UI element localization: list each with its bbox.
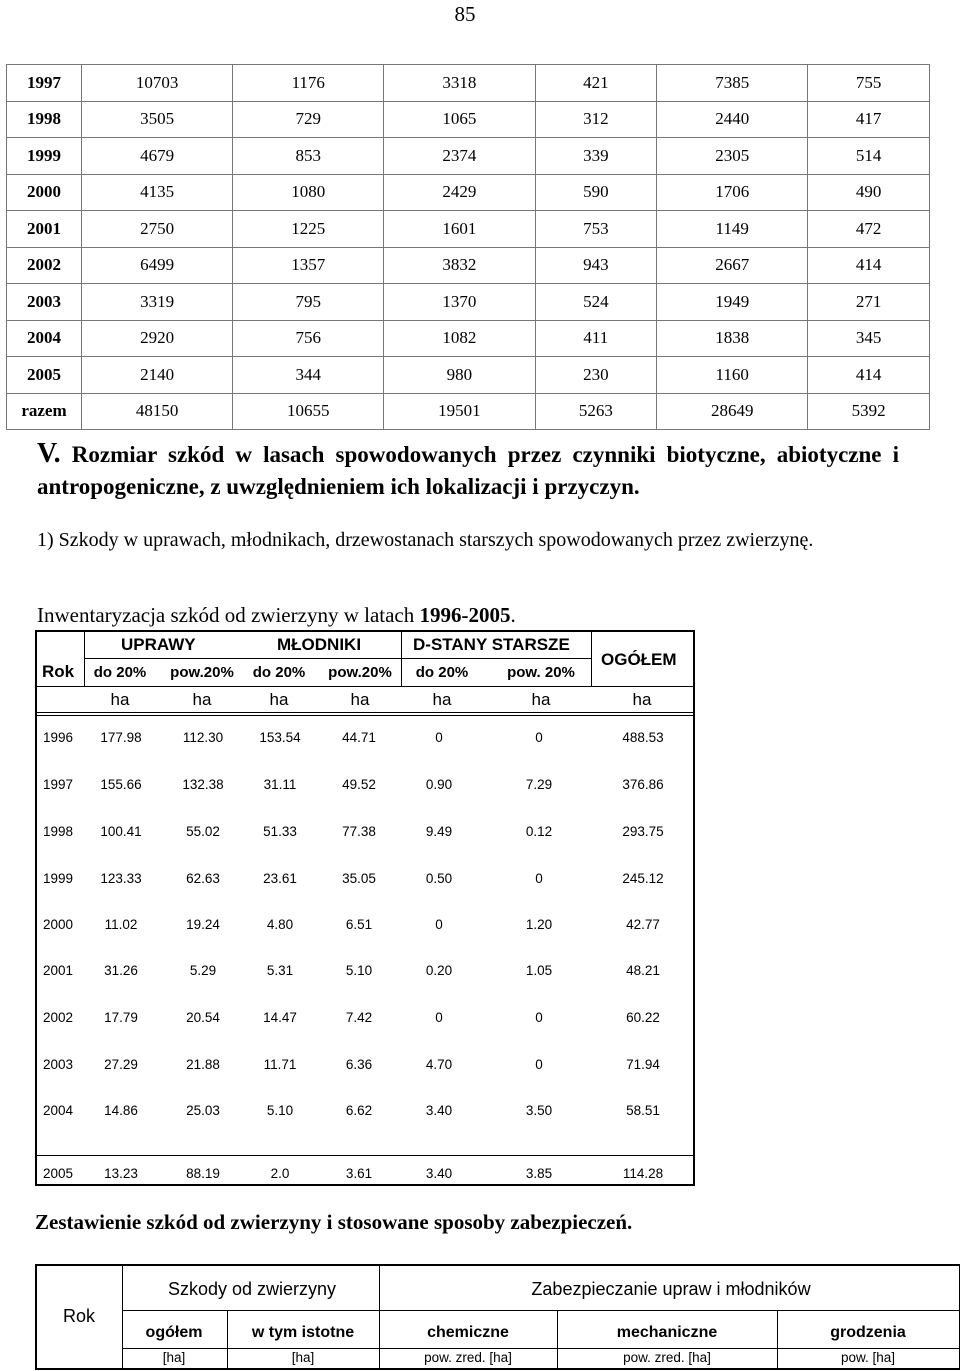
cell-value: 417: [808, 101, 930, 138]
cell-value: 28649: [657, 393, 808, 430]
cell-value: 3.40: [425, 1166, 453, 1181]
cell-value: 6.51: [345, 917, 373, 932]
cell-value: 177.98: [100, 730, 142, 745]
cell-value: 293.75: [622, 824, 664, 839]
table-row: [37, 1057, 693, 1077]
cell-value: 58.51: [626, 1103, 660, 1118]
table-row: [7, 247, 930, 284]
cell-value: 0: [535, 1010, 543, 1025]
cell-value: 2374: [384, 138, 535, 175]
unit-label: ha: [110, 690, 130, 709]
cell-value: 1706: [657, 174, 808, 211]
cell-value: 755: [808, 65, 930, 102]
table-row: [37, 730, 693, 750]
unit-label: ha: [350, 690, 370, 709]
unit-label: ha: [531, 690, 551, 709]
column-unit: [ha]: [162, 1350, 186, 1365]
cell-value: 245.12: [622, 871, 664, 886]
cell-value: 729: [233, 101, 384, 138]
cell-value: 5392: [808, 393, 930, 430]
column-unit: [ha]: [291, 1350, 315, 1365]
table-row: [37, 871, 693, 891]
row-year: 1996: [43, 730, 74, 745]
cell-value: 0.50: [425, 871, 453, 886]
cell-value: 1149: [657, 211, 808, 248]
row-year: razem: [7, 393, 82, 430]
cell-value: 3.50: [525, 1103, 553, 1118]
column-header: grodzenia: [830, 1324, 906, 1341]
cell-value: 414: [808, 247, 930, 284]
cell-value: 71.94: [626, 1057, 660, 1072]
table-row: [37, 917, 693, 937]
cell-value: 853: [233, 138, 384, 175]
table-row: [7, 284, 930, 321]
cell-value: 0: [535, 871, 543, 886]
cell-value: 0: [435, 917, 443, 932]
cell-value: 153.54: [259, 730, 301, 745]
cell-value: 312: [535, 101, 657, 138]
cell-value: 2667: [657, 247, 808, 284]
cell-value: 1065: [384, 101, 535, 138]
cell-value: 132.38: [182, 777, 224, 792]
cell-value: 943: [535, 247, 657, 284]
section-heading: [37, 438, 899, 503]
cell-value: 0.12: [525, 824, 553, 839]
cell-value: 345: [808, 320, 930, 357]
subheader: do 20%: [252, 664, 306, 681]
row-year: 1999: [43, 871, 74, 886]
cell-value: 25.03: [186, 1103, 220, 1118]
row-year: 1997: [7, 65, 82, 102]
table-row: [37, 1010, 693, 1030]
cell-value: 7385: [657, 65, 808, 102]
column-header: mechaniczne: [616, 1324, 718, 1341]
protection-table: [35, 1264, 960, 1370]
cell-value: 7.42: [345, 1010, 373, 1025]
cell-value: 13.23: [104, 1166, 138, 1181]
cell-value: 756: [233, 320, 384, 357]
cell-value: 7.29: [525, 777, 553, 792]
cell-value: 230: [535, 357, 657, 394]
cell-value: 4135: [82, 174, 233, 211]
row-year: 1997: [43, 777, 74, 792]
row-year: 2005: [43, 1166, 74, 1181]
total-header: OGÓŁEM: [601, 650, 677, 669]
table-row: [7, 174, 930, 211]
table-row: [7, 138, 930, 175]
cell-value: 3505: [82, 101, 233, 138]
cell-value: 51.33: [263, 824, 297, 839]
cell-value: 88.19: [186, 1166, 220, 1181]
cell-value: 5.10: [266, 1103, 294, 1118]
table-row: [7, 393, 930, 430]
cell-value: 4679: [82, 138, 233, 175]
cell-value: 112.30: [182, 730, 224, 745]
cell-value: 1.20: [525, 917, 553, 932]
cell-value: 1838: [657, 320, 808, 357]
cell-value: 1176: [233, 65, 384, 102]
cell-value: 10655: [233, 393, 384, 430]
cell-value: 5.29: [189, 963, 217, 978]
cell-value: 20.54: [186, 1010, 220, 1025]
section-subtitle: 1) Szkody w uprawach, młodnikach, drzewostanach starszych spowodowanych przez zwierzynę.: [37, 529, 814, 551]
cell-value: 1949: [657, 284, 808, 321]
unit-label: ha: [432, 690, 452, 709]
cell-value: 6499: [82, 247, 233, 284]
group-uprawy: UPRAWY: [121, 635, 196, 654]
row-year: 1999: [7, 138, 82, 175]
column-header: ogółem: [145, 1324, 203, 1341]
table-caption: Inwentaryzacja szkód od zwierzyny w latach 1996-2005.: [37, 603, 516, 627]
cell-value: 980: [384, 357, 535, 394]
table-row: [37, 963, 693, 983]
column-unit: pow. [ha]: [840, 1350, 896, 1365]
cell-value: 17.79: [104, 1010, 138, 1025]
table-row: [7, 65, 930, 102]
inventory-table: [35, 630, 695, 1186]
cell-value: 1160: [657, 357, 808, 394]
row-year: 2001: [43, 963, 74, 978]
row-year: 2003: [7, 284, 82, 321]
row-year: 2004: [43, 1103, 74, 1118]
cell-value: 155.66: [100, 777, 142, 792]
unit-label: ha: [269, 690, 289, 709]
cell-value: 11.02: [104, 917, 138, 932]
cell-value: 31.26: [104, 963, 138, 978]
rok-header: Rok: [42, 662, 75, 681]
cell-value: 0: [435, 730, 443, 745]
table-row: [7, 101, 930, 138]
cell-value: 490: [808, 174, 930, 211]
cell-value: 2140: [82, 357, 233, 394]
cell-value: 9.49: [425, 824, 453, 839]
cell-value: 344: [233, 357, 384, 394]
cell-value: 2920: [82, 320, 233, 357]
cell-value: 27.29: [104, 1057, 138, 1072]
cell-value: 0: [435, 1010, 443, 1025]
cell-value: 3832: [384, 247, 535, 284]
t3-rok: Rok: [62, 1306, 96, 1326]
cell-value: 19.24: [186, 917, 220, 932]
cell-value: 524: [535, 284, 657, 321]
cell-value: 6.36: [345, 1057, 373, 1072]
row-year: 2001: [7, 211, 82, 248]
cell-value: 35.05: [342, 871, 376, 886]
t3-group1: Szkody od zwierzyny: [167, 1279, 337, 1299]
cell-value: 2440: [657, 101, 808, 138]
page-number: 85: [454, 2, 476, 26]
subheader: pow. 20%: [507, 664, 575, 681]
cell-value: 3.85: [525, 1166, 553, 1181]
cell-value: 3.61: [345, 1166, 373, 1181]
section-numeral: V.: [37, 438, 61, 469]
cell-value: 55.02: [186, 824, 220, 839]
cell-value: 753: [535, 211, 657, 248]
cell-value: 42.77: [626, 917, 660, 932]
column-unit: pow. zred. [ha]: [424, 1350, 512, 1365]
cell-value: 19501: [384, 393, 535, 430]
cell-value: 795: [233, 284, 384, 321]
cell-value: 62.63: [186, 871, 220, 886]
cell-value: 2305: [657, 138, 808, 175]
cell-value: 472: [808, 211, 930, 248]
row-year: 2003: [43, 1057, 74, 1072]
cell-value: 11.71: [263, 1057, 297, 1072]
cell-value: 4.80: [266, 917, 294, 932]
cell-value: 0: [535, 1057, 543, 1072]
cell-value: 60.22: [626, 1010, 660, 1025]
row-year: 2004: [7, 320, 82, 357]
unit-label: ha: [632, 690, 652, 709]
table-row: [37, 824, 693, 844]
cell-value: 100.41: [100, 824, 142, 839]
cell-value: 2750: [82, 211, 233, 248]
cell-value: 49.52: [342, 777, 376, 792]
cell-value: 488.53: [622, 730, 664, 745]
column-header: chemiczne: [427, 1324, 509, 1341]
cell-value: 3319: [82, 284, 233, 321]
table-row: [37, 1166, 693, 1186]
cell-value: 411: [535, 320, 657, 357]
cell-value: 0: [535, 730, 543, 745]
table-row: [37, 1103, 693, 1123]
cell-value: 414: [808, 357, 930, 394]
unit-label: ha: [192, 690, 212, 709]
table-row: [7, 320, 930, 357]
cell-value: 2.0: [270, 1166, 290, 1181]
cell-value: 0.20: [425, 963, 453, 978]
cell-value: 590: [535, 174, 657, 211]
row-year: 2000: [7, 174, 82, 211]
column-unit: pow. zred. [ha]: [623, 1350, 711, 1365]
table-row: [37, 777, 693, 797]
cell-value: 3318: [384, 65, 535, 102]
cell-value: 376.86: [622, 777, 664, 792]
cell-value: 10703: [82, 65, 233, 102]
cell-value: 421: [535, 65, 657, 102]
cell-value: 21.88: [186, 1057, 220, 1072]
cell-value: 2429: [384, 174, 535, 211]
cell-value: 5.31: [266, 963, 294, 978]
row-year: 1998: [43, 824, 74, 839]
cell-value: 1.05: [525, 963, 553, 978]
cell-value: 23.61: [263, 871, 297, 886]
group-dstany: D-STANY STARSZE: [413, 635, 570, 654]
cell-value: 3.40: [425, 1103, 453, 1118]
cell-value: 1080: [233, 174, 384, 211]
cell-value: 1370: [384, 284, 535, 321]
cell-value: 4.70: [425, 1057, 453, 1072]
row-year: 2000: [43, 917, 74, 932]
table-row: [7, 357, 930, 394]
cell-value: 5263: [535, 393, 657, 430]
cell-value: 48150: [82, 393, 233, 430]
cell-value: 514: [808, 138, 930, 175]
cell-value: 123.33: [100, 871, 142, 886]
cell-value: 14.47: [263, 1010, 297, 1025]
cell-value: 1082: [384, 320, 535, 357]
row-year: 2005: [7, 357, 82, 394]
column-header: w tym istotne: [251, 1324, 355, 1341]
cell-value: 44.71: [342, 730, 376, 745]
cell-value: 1357: [233, 247, 384, 284]
damage-table-1: [6, 64, 930, 430]
subheader: do 20%: [93, 664, 147, 681]
subheader: pow.20%: [170, 664, 234, 681]
cell-value: 1225: [233, 211, 384, 248]
cell-value: 271: [808, 284, 930, 321]
cell-value: 6.62: [345, 1103, 373, 1118]
cell-value: 0.90: [425, 777, 453, 792]
cell-value: 48.21: [626, 963, 660, 978]
cell-value: 14.86: [104, 1103, 138, 1118]
row-year: 2002: [7, 247, 82, 284]
subheader: pow.20%: [328, 664, 392, 681]
subheader: do 20%: [415, 664, 469, 681]
section-title: Rozmiar szkód w lasach spowodowanych przez czynniki biotyczne, abiotyczne i antropogeniczne, z uwzględnieniem ich lokalizacji i przyczyn.: [37, 442, 899, 499]
table-row: [7, 211, 930, 248]
row-year: 1998: [7, 101, 82, 138]
cell-value: 339: [535, 138, 657, 175]
cell-value: 114.28: [622, 1166, 664, 1181]
row-year: 2002: [43, 1010, 74, 1025]
cell-value: 77.38: [342, 824, 376, 839]
summary-title: Zestawienie szkód od zwierzyny i stosowane sposoby zabezpieczeń.: [35, 1210, 633, 1234]
cell-value: 31.11: [263, 777, 297, 792]
group-mlodniki: MŁODNIKI: [277, 635, 362, 654]
cell-value: 5.10: [345, 963, 373, 978]
t3-group2: Zabezpieczanie upraw i młodników: [531, 1279, 811, 1299]
cell-value: 1601: [384, 211, 535, 248]
